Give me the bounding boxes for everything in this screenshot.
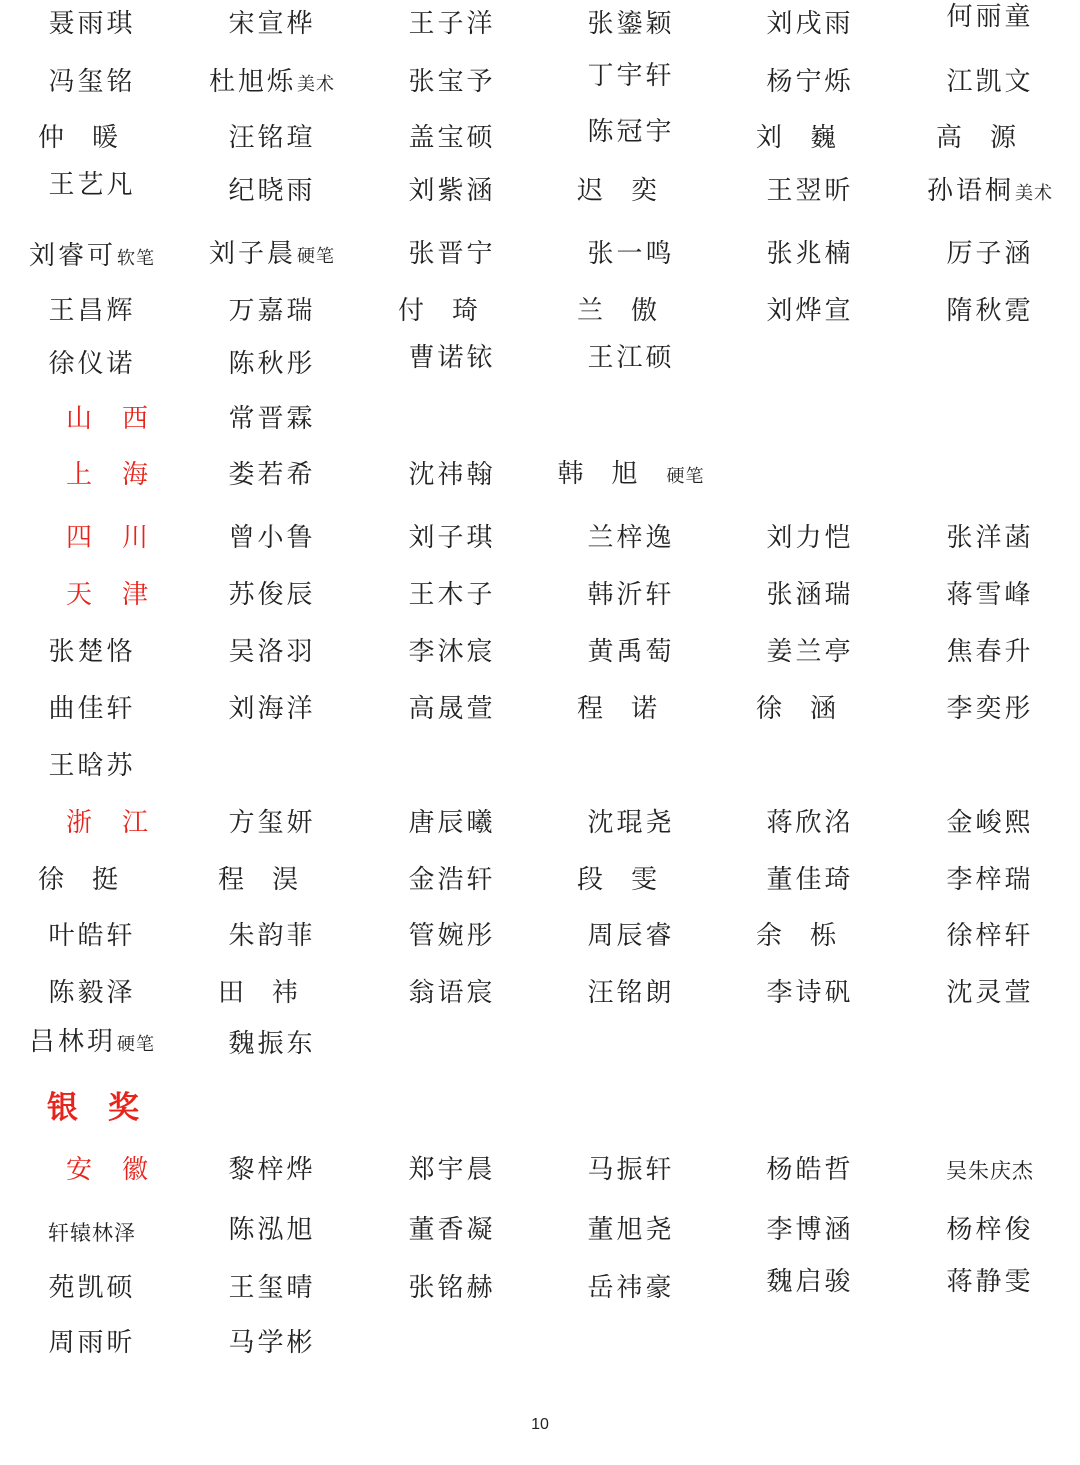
winner-entry [720,234,900,274]
winner-entry [362,689,542,729]
winner-name: 田祎 [217,978,326,1008]
winner-entry [362,1150,542,1190]
name-row [0,1323,1080,1363]
winner-entry [182,803,362,843]
award-heading-silver: 银奖 [47,1090,169,1126]
winner-entry [720,803,900,843]
winner-entry [2,165,182,205]
winner-name: 厉子涵 [946,239,1034,269]
winner-name: 朱韵菲 [228,921,316,951]
winner-entry [182,118,362,158]
winner-name: 何丽童 [946,2,1034,32]
winner-entry [900,234,1080,274]
winner-name: 金峻熙 [946,808,1034,838]
winner-entry [541,112,721,152]
winner-entry [182,689,362,729]
winner-name: 隋秋霓 [946,296,1034,326]
winner-entry [900,916,1080,956]
winner-name: 陈冠宇 [587,117,675,147]
winner-entry [720,118,900,158]
winner-name: 汪铭瑄 [228,123,316,153]
winner-name: 李奕彤 [946,694,1034,724]
winner-entry [900,0,1080,37]
winner-entry [720,291,900,331]
winner-entry [182,4,362,44]
winner-name: 郑宇晨 [408,1155,496,1185]
winner-name: 李沐宸 [408,637,496,667]
winner-name: 徐梓轩 [946,921,1034,951]
winner-entry [900,518,1080,558]
winner-entry [720,518,900,558]
winner-name: 刘烨宣 [766,296,854,326]
region-label: 浙江 [65,808,178,838]
winner-entry [182,171,362,211]
winner-entry [900,575,1080,615]
winner-entry [2,1268,182,1308]
winner-entry [2,62,182,102]
winner-entry [720,860,900,900]
winner-name: 方玺妍 [228,808,316,838]
winner-entry [362,518,542,558]
winner-entry [541,4,721,44]
winner-name: 杜旭烁 [208,67,296,97]
winner-entry [541,689,721,729]
winner-entry [720,62,900,102]
winner-name: 王江硕 [587,343,675,373]
winner-entry [362,1210,542,1250]
winner-entry [182,1210,362,1250]
winner-entry [2,632,182,672]
winner-name: 董佳琦 [766,865,854,895]
winner-name: 高晟萱 [408,694,496,724]
name-row [0,455,1080,495]
winner-name: 刘子琪 [408,523,496,553]
name-row [0,399,1080,439]
name-row [0,234,1080,274]
winner-name: 陈秋彤 [228,349,316,379]
winner-name: 张涵瑞 [766,580,854,610]
winner-entry [720,916,900,956]
name-row [0,1210,1080,1250]
winner-entry [541,1150,721,1190]
region-label: 上海 [65,460,178,490]
name-row [0,4,1080,44]
winner-entry [2,916,182,956]
winner-name: 姜兰亭 [766,637,854,667]
winner-entry [720,1150,900,1190]
winner-name: 刘紫涵 [408,176,496,206]
winner-name: 宋宣桦 [228,9,316,39]
winner-entry [2,1022,182,1065]
winner-name: 黄禹萄 [587,637,675,667]
winner-name: 王木子 [408,580,496,610]
winner-name: 李博涵 [766,1215,854,1245]
winner-name: 金浩轩 [408,865,496,895]
name-row [0,171,1080,211]
winner-entry [182,575,362,615]
winner-entry [182,1323,362,1363]
name-row [0,62,1080,102]
winner-entry [362,575,542,615]
name-row [0,1268,1080,1308]
winner-name: 段雯 [576,865,685,895]
winner-name: 聂雨琪 [48,9,136,39]
name-row [0,632,1080,672]
winner-entry [362,973,542,1013]
winner-entry [182,234,362,277]
winner-entry [900,860,1080,900]
winner-name: 徐仪诺 [48,349,136,379]
winner-name: 刘巍 [755,123,864,153]
winner-name: 张宝予 [408,67,496,97]
winner-name: 陈泓旭 [228,1215,316,1245]
winner-entry [541,291,721,331]
winner-name: 张兆楠 [766,239,854,269]
name-row [0,916,1080,956]
winner-name: 徐涵 [755,694,864,724]
winner-entry [2,236,182,279]
winner-name: 苑凯硕 [48,1273,136,1303]
winner-name: 韩沂轩 [587,580,675,610]
winner-entry [541,973,721,1013]
winner-name: 魏启骏 [766,1267,854,1297]
winner-name: 叶皓轩 [48,921,136,951]
winner-name: 张铭赫 [408,1273,496,1303]
category-note: 美术 [1015,183,1053,204]
winner-name: 王子洋 [408,9,496,39]
winner-entry [541,1268,721,1308]
winner-name: 唐辰曦 [408,808,496,838]
name-row [0,518,1080,558]
winner-entry [900,632,1080,672]
category-note: 硬笔 [117,1034,155,1055]
winner-entry [720,973,900,1013]
winner-entry [900,62,1080,102]
winner-entry [541,234,721,274]
winner-entry [2,689,182,729]
winner-name: 焦春升 [946,637,1034,667]
winner-name: 程淏 [217,865,326,895]
category-note: 硬笔 [297,246,335,267]
winner-entry [900,1150,1080,1191]
winner-entry [362,860,542,900]
page-number: 10 [531,1416,549,1433]
winner-name: 刘子晨 [208,239,296,269]
winner-entry [541,575,721,615]
winner-entry [541,338,721,378]
winner-name: 刘戌雨 [766,9,854,39]
winner-name: 孙语桐 [926,176,1014,206]
winner-name: 娄若希 [228,460,316,490]
winner-name: 韩旭 [557,459,666,489]
winner-entry [362,291,542,331]
winner-name: 管婉彤 [408,921,496,951]
winner-entry [182,62,362,105]
winner-entry [2,1323,182,1363]
winner-name: 张洋菡 [946,523,1034,553]
winner-name: 余栎 [755,921,864,951]
winner-entry [720,632,900,672]
winner-entry [362,1268,542,1308]
winner-name: 王晗苏 [48,751,136,781]
winner-name: 程诺 [576,694,685,724]
winner-name: 李诗矾 [766,978,854,1008]
winner-name: 张鎏颖 [587,9,675,39]
winner-entry [362,234,542,274]
name-row [0,860,1080,900]
winner-entry [541,454,721,497]
winner-entry [541,56,721,96]
winner-name: 汪铭朗 [587,978,675,1008]
winner-entry [720,171,900,211]
winner-entry [362,171,542,211]
winner-name: 苏俊辰 [228,580,316,610]
winner-entry [182,455,362,495]
winner-entry [362,916,542,956]
winner-name: 王昌辉 [48,296,136,326]
winner-entry [541,860,721,900]
winner-entry [182,1268,362,1308]
name-row [0,746,1080,786]
winner-entry [541,916,721,956]
winner-name: 董旭尧 [587,1215,675,1245]
winner-entry [541,803,721,843]
winner-name: 杨梓俊 [946,1215,1034,1245]
winner-name: 翁语宸 [408,978,496,1008]
winner-name: 江凯文 [946,67,1034,97]
name-row [0,689,1080,729]
winner-entry [362,455,542,495]
winner-name: 纪晓雨 [228,176,316,206]
winner-entry [541,518,721,558]
winner-entry [900,291,1080,331]
winner-name: 杨皓哲 [766,1155,854,1185]
winner-entry [182,916,362,956]
category-note: 软笔 [117,248,155,269]
winner-name: 王翌昕 [766,176,854,206]
winner-name: 蒋静雯 [946,1267,1034,1297]
winner-name: 丁宇轩 [587,61,675,91]
winner-entry [900,689,1080,729]
name-row [0,1024,1080,1064]
winner-entry [900,973,1080,1013]
winner-name: 李梓瑞 [946,865,1034,895]
winner-entry [182,973,362,1013]
winner-name: 蒋雪峰 [946,580,1034,610]
winner-name: 徐挺 [37,865,146,895]
winner-name: 刘睿可 [28,241,116,271]
name-row [0,118,1080,158]
winner-name: 吴洛羽 [228,637,316,667]
winner-name: 马振轩 [587,1155,675,1185]
winner-name: 万嘉瑞 [228,296,316,326]
winner-name: 黎梓烨 [228,1155,316,1185]
category-note: 硬笔 [666,466,705,487]
winner-entry [900,1262,1080,1302]
winner-entry [362,338,542,378]
winner-name: 曾小鲁 [228,523,316,553]
region-label: 山西 [65,404,178,434]
winner-name: 杨宁烁 [766,67,854,97]
winner-entry [2,118,182,158]
winner-name: 王玺晴 [228,1273,316,1303]
winner-name: 吴朱庆杰 [946,1159,1034,1183]
region-label: 安徽 [65,1155,178,1185]
winner-entry [720,4,900,44]
winner-entry [362,803,542,843]
winner-name: 高源 [935,123,1044,153]
winner-entry [182,399,362,439]
winner-entry [720,1210,900,1250]
name-row [0,973,1080,1013]
winner-name: 陈毅泽 [48,978,136,1008]
winner-entry [720,689,900,729]
region-label: 四川 [65,523,178,553]
winner-entry [2,746,182,786]
category-note: 美术 [297,74,335,95]
name-row [0,803,1080,843]
winner-name: 周雨昕 [48,1328,136,1358]
winner-name: 沈灵萱 [946,978,1034,1008]
winner-name: 张楚恪 [48,637,136,667]
winner-name: 曹诺铱 [408,343,496,373]
winner-name: 沈祎翰 [408,460,496,490]
winner-name: 张一鸣 [587,239,675,269]
name-row [0,291,1080,331]
winner-entry [182,1150,362,1190]
winner-entry [2,344,182,384]
winner-name: 吕林玥 [28,1027,116,1057]
winner-entry [182,632,362,672]
winner-entry [182,860,362,900]
winner-entry [720,1262,900,1302]
winner-name: 董香凝 [408,1215,496,1245]
winner-entry [541,1210,721,1250]
winner-entry [2,973,182,1013]
winner-name: 兰傲 [576,296,685,326]
winner-entry [2,860,182,900]
winner-entry [2,1212,182,1253]
winner-entry [2,291,182,331]
winner-entry [182,344,362,384]
winner-name: 魏振东 [228,1029,316,1059]
winner-entry [541,171,721,211]
winner-name: 兰梓逸 [587,523,675,553]
winner-name: 刘力恺 [766,523,854,553]
winner-entry [900,171,1080,214]
winner-name: 曲佳轩 [48,694,136,724]
winner-name: 蒋欣洺 [766,808,854,838]
winner-name: 轩辕林泽 [48,1221,136,1245]
winner-name: 张晋宁 [408,239,496,269]
winner-entry [2,4,182,44]
winner-entry [900,118,1080,158]
winner-name: 付琦 [397,296,506,326]
winner-entry [362,632,542,672]
winner-name: 沈琨尧 [587,808,675,838]
winner-entry [541,632,721,672]
winner-entry [362,4,542,44]
name-row [0,1150,1080,1190]
winner-name: 王艺凡 [48,170,136,200]
winner-name: 盖宝硕 [408,123,496,153]
winner-entry [362,118,542,158]
winner-name: 冯玺铭 [48,67,136,97]
winner-entry [182,291,362,331]
winner-entry [900,1210,1080,1250]
winner-name: 岳祎豪 [587,1273,675,1303]
winner-name: 马学彬 [228,1328,316,1358]
winner-entry [362,62,542,102]
winner-entry [182,518,362,558]
winner-entry [900,803,1080,843]
winner-entry [182,1024,362,1064]
winner-entry [720,575,900,615]
winner-name: 迟奕 [576,176,685,206]
winner-name: 周辰睿 [587,921,675,951]
name-row [0,575,1080,615]
name-row [0,344,1080,384]
winner-name: 刘海洋 [228,694,316,724]
region-label: 天津 [65,580,178,610]
winner-name: 常晋霖 [228,404,316,434]
winner-name: 仲暖 [37,123,146,153]
